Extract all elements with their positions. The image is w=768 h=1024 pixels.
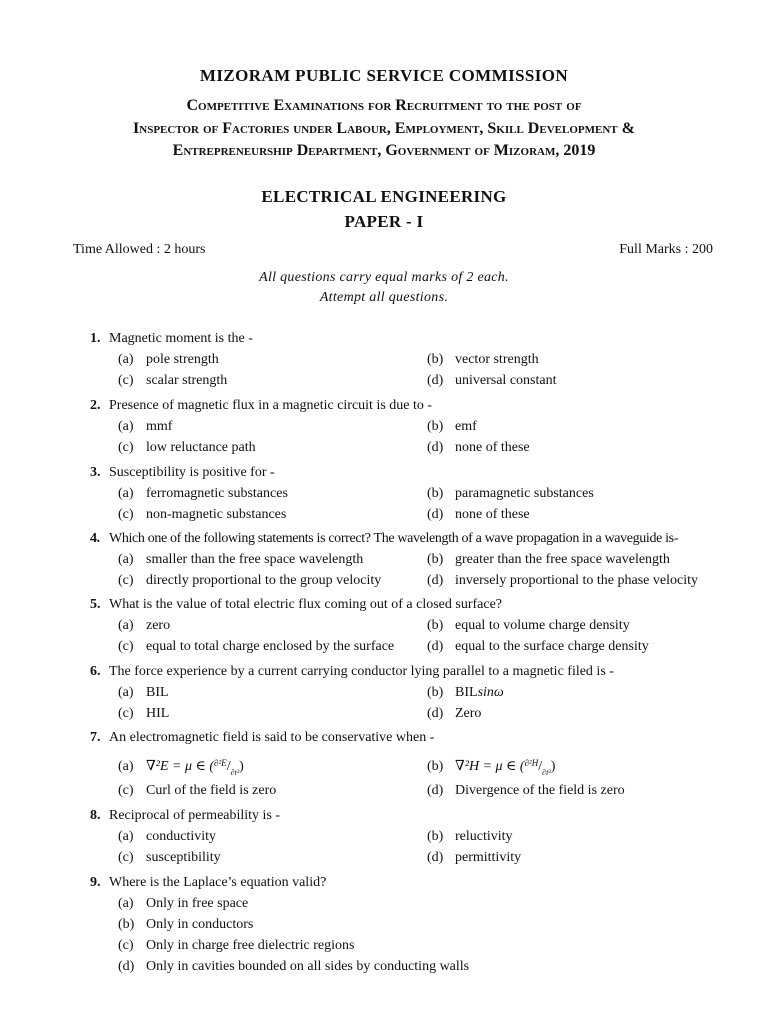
option-5b: (b) equal to volume charge density <box>427 618 630 633</box>
option-7c: (c) Curl of the field is zero <box>118 783 277 798</box>
instruction-line-1: All questions carry equal marks of 2 each. <box>259 270 509 285</box>
instruction-line-2: Attempt all questions. <box>319 290 449 305</box>
question-text: Susceptibility is positive for - <box>109 465 275 480</box>
option-4d: (d) inversely proportional to the phase velocity <box>427 573 698 588</box>
question-text: What is the value of total electric flux coming out of a closed surface? <box>109 597 503 612</box>
question-4 <box>90 531 720 547</box>
option-8c: (c) susceptibility <box>118 850 221 865</box>
option-9b: (b) Only in conductors <box>118 917 254 932</box>
exam-subtitle-line-2: Inspector of Factories under Labour, Employment, Skill Development & <box>133 120 635 137</box>
exam-subtitle-line-3: Entrepreneurship Department, Government of Mizoram, 2019 <box>172 142 596 159</box>
question-number: 5. <box>90 597 101 612</box>
question-text: Magnetic moment is the - <box>109 331 253 346</box>
option-3d: (d) none of these <box>427 507 530 522</box>
option-3b: (b) paramagnetic substances <box>427 486 594 501</box>
question-text: Where is the Laplace’s equation valid? <box>109 875 327 890</box>
subject-title: ELECTRICAL ENGINEERING <box>261 187 507 206</box>
option-2b: (b) emf <box>427 419 477 434</box>
option-5d: (d) equal to the surface charge density <box>427 639 649 654</box>
option-8a: (a) conductivity <box>118 829 216 844</box>
option-1a: (a) pole strength <box>118 352 219 367</box>
option-1d: (d) universal constant <box>427 373 557 388</box>
option-9c: (c) Only in charge free dielectric regions <box>118 938 355 953</box>
math-sin-omega: sinω <box>477 685 504 700</box>
full-marks: Full Marks : 200 <box>619 242 713 257</box>
question-number: 9. <box>90 875 101 890</box>
option-7b: (b) ∇²H = μ ∈ $(^{\partial^2H}/_{\partial t^2})$ <box>427 758 556 777</box>
option-5c: (c) equal to total charge enclosed by the surface <box>118 639 395 654</box>
option-1b: (b) vector strength <box>427 352 539 367</box>
question-text: Presence of magnetic flux in a magnetic circuit is due to - <box>109 398 433 413</box>
option-6d: (d) Zero <box>427 706 482 721</box>
question-number: 1. <box>90 331 101 346</box>
option-6c: (c) HIL <box>118 706 170 721</box>
option-2a: (a) mmf <box>118 419 173 434</box>
question-text: Which one of the following statements is correct? The wavelength of a wave propagation in a waveguide is- <box>109 531 679 546</box>
option-2d: (d) none of these <box>427 440 530 455</box>
question-9 <box>90 875 720 891</box>
time-allowed: Time Allowed : 2 hours <box>73 242 206 257</box>
question-number: 2. <box>90 398 101 413</box>
question-8 <box>90 808 720 824</box>
question-number: 3. <box>90 465 101 480</box>
option-3a: (a) ferromagnetic substances <box>118 486 288 501</box>
option-7a: (a) ∇²E = μ ∈ $(^{\partial^2E}/_{\partial t^2})$ <box>118 758 244 777</box>
question-6 <box>90 664 720 680</box>
paper-title: PAPER - I <box>344 212 424 231</box>
option-4a: (a) smaller than the free space wavelength <box>118 552 364 567</box>
option-9a: (a) Only in free space <box>118 896 249 911</box>
question-1 <box>90 331 720 347</box>
option-2c: (c) low reluctance path <box>118 440 256 455</box>
option-4c: (c) directly proportional to the group velocity <box>118 573 382 588</box>
exam-subtitle-line-1: Competitive Examinations for Recruitment to the post of <box>186 97 582 114</box>
option-4b: (b) greater than the free space wavelength <box>427 552 670 567</box>
option-1c: (c) scalar strength <box>118 373 228 388</box>
question-number: 8. <box>90 808 101 823</box>
question-7 <box>90 730 720 746</box>
question-number: 6. <box>90 664 101 679</box>
question-text: Reciprocal of permeability is - <box>109 808 281 823</box>
option-9d: (d) Only in cavities bounded on all sides by conducting walls <box>118 959 470 974</box>
option-5a: (a) zero <box>118 618 171 633</box>
question-text: The force experience by a current carrying conductor lying parallel to a magnetic filed is - <box>109 664 614 679</box>
question-3 <box>90 465 720 481</box>
option-6b: (b) BILsinω <box>427 685 504 700</box>
option-8b: (b) reluctivity <box>427 829 513 844</box>
question-number: 7. <box>90 730 101 745</box>
commission-title: MIZORAM PUBLIC SERVICE COMMISSION <box>199 66 569 85</box>
option-6a: (a) BIL <box>118 685 169 700</box>
option-8d: (d) permittivity <box>427 850 522 865</box>
option-3c: (c) non-magnetic substances <box>118 507 287 522</box>
question-number: 4. <box>90 531 100 546</box>
option-7d: (d) Divergence of the field is zero <box>427 783 625 798</box>
question-2 <box>90 398 720 414</box>
question-text: An electromagnetic field is said to be conservative when - <box>109 730 435 745</box>
question-5 <box>90 597 720 613</box>
